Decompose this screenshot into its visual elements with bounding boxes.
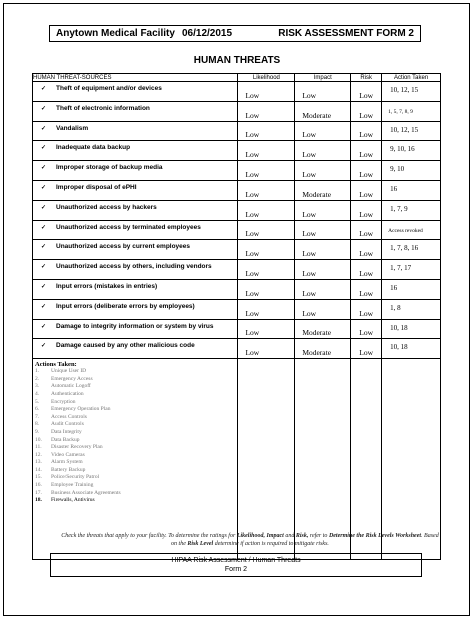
table-header-row [33, 74, 441, 82]
impact-cell: Moderate [295, 101, 351, 121]
check-icon: ✓ [41, 343, 47, 350]
item-number: 13. [35, 459, 42, 466]
likelihood-cell: Low [238, 339, 295, 359]
threat-label: Input errors (mistakes in entries) [56, 282, 158, 290]
likelihood-cell: Low [238, 299, 295, 319]
list-item [35, 482, 237, 490]
threat-label: Inadequate data backup [56, 144, 131, 152]
impact-cell: Low [295, 299, 351, 319]
check-icon: ✓ [41, 244, 47, 251]
list-item [35, 437, 237, 445]
form-header [49, 25, 421, 42]
threat-label: Improper disposal of ePHI [56, 183, 137, 191]
col-header-sources: HUMAN THREAT-SOURCES [33, 74, 238, 82]
note-text: determine if action is required to mitigate risks. [213, 541, 329, 547]
item-label: Access Controls [51, 413, 87, 420]
risk-cell: Low [351, 101, 382, 121]
item-label: Employee Training [51, 482, 94, 489]
risk-cell: Low [351, 299, 382, 319]
item-label: Emergency Access [51, 375, 93, 382]
impact-cell: Moderate [295, 319, 351, 339]
likelihood-cell: Low [238, 121, 295, 141]
table-row [33, 299, 441, 319]
impact-cell: Low [295, 121, 351, 141]
item-number: 16. [35, 482, 42, 489]
item-label: Video Cameras [51, 451, 85, 458]
item-number: 18. [35, 497, 42, 504]
blank-cell [295, 359, 351, 560]
item-label: Firewalls, Antivirus [51, 497, 95, 504]
risk-cell: Low [351, 240, 382, 260]
actions-taken-row [33, 359, 441, 560]
risk-cell: Low [351, 319, 382, 339]
action-taken-cell: 16 [382, 279, 441, 299]
threat-label: Improper storage of backup media [56, 164, 163, 172]
action-taken-cell: 10, 12, 15 [382, 121, 441, 141]
list-item [35, 399, 237, 407]
item-number: 2. [35, 375, 40, 382]
action-taken-cell: 9, 10 [382, 161, 441, 181]
item-number: 10. [35, 436, 42, 443]
section-title: HUMAN THREATS [193, 55, 281, 66]
action-taken-cell: 1, 7, 17 [382, 260, 441, 280]
threats-table [32, 73, 441, 560]
action-taken-cell: 1, 7, 8, 16 [382, 240, 441, 260]
check-icon: ✓ [41, 184, 47, 191]
list-item [35, 444, 237, 452]
item-number: 3. [35, 383, 40, 390]
item-number: 1. [35, 368, 40, 375]
risk-cell: Low [351, 260, 382, 280]
threat-label: Unauthorized access by others, including vendors [56, 263, 212, 271]
action-taken-cell: Access revoked [382, 220, 441, 240]
item-label: Authentication [51, 390, 84, 397]
note-text: and [283, 533, 296, 539]
facility-name: Anytown Medical Facility [56, 28, 175, 39]
instructions-note [60, 532, 440, 548]
table-row [33, 141, 441, 161]
item-number: 6. [35, 406, 40, 413]
list-item [35, 490, 237, 498]
impact-cell: Low [295, 161, 351, 181]
list-item [35, 414, 237, 422]
threat-source-cell [33, 220, 238, 240]
threat-label: Input errors (deliberate errors by employees) [56, 302, 195, 310]
threat-source-cell [33, 319, 238, 339]
item-number: 14. [35, 466, 42, 473]
table-row [33, 200, 441, 220]
blank-cell [238, 359, 295, 560]
list-item [35, 467, 237, 475]
blank-cell [382, 359, 441, 560]
likelihood-cell: Low [238, 82, 295, 102]
likelihood-cell: Low [238, 240, 295, 260]
table-row [33, 279, 441, 299]
threat-source-cell [33, 121, 238, 141]
impact-cell: Low [295, 279, 351, 299]
risk-cell: Low [351, 200, 382, 220]
note-text: refer to [308, 533, 329, 539]
impact-cell: Moderate [295, 180, 351, 200]
check-icon: ✓ [41, 264, 47, 271]
likelihood-cell: Low [238, 161, 295, 181]
threat-source-cell [33, 279, 238, 299]
risk-cell: Low [351, 82, 382, 102]
impact-cell: Low [295, 220, 351, 240]
likelihood-cell: Low [238, 180, 295, 200]
threat-source-cell [33, 260, 238, 280]
item-number: 11. [35, 444, 42, 451]
table-row [33, 101, 441, 121]
col-header-impact: Impact [295, 74, 351, 82]
note-text: . Based on the [171, 533, 439, 547]
impact-cell: Moderate [295, 339, 351, 359]
impact-cell: Low [295, 240, 351, 260]
form-title: RISK ASSESSMENT FORM 2 [278, 28, 414, 39]
actions-taken-list [33, 368, 237, 505]
threat-label: Damage to integrity information or system by virus [56, 322, 214, 330]
threat-label: Theft of electronic information [56, 104, 150, 112]
threat-source-cell [33, 299, 238, 319]
list-item [35, 368, 237, 376]
item-number: 7. [35, 413, 40, 420]
item-label: Disaster Recovery Plan [51, 444, 103, 451]
note-emphasis: Determine the Risk Levels Worksheet [328, 533, 422, 539]
list-item [35, 474, 237, 482]
check-icon: ✓ [41, 224, 47, 231]
likelihood-cell: Low [238, 101, 295, 121]
risk-cell: Low [351, 161, 382, 181]
table-row [33, 180, 441, 200]
action-taken-cell: 16 [382, 180, 441, 200]
likelihood-cell: Low [238, 260, 295, 280]
footer-title: HIPAA Risk Assessment / Human Threats [171, 557, 301, 564]
col-header-likelihood: Likelihood [238, 74, 295, 82]
actions-taken-title: Actions Taken: [35, 361, 77, 369]
likelihood-cell: Low [238, 220, 295, 240]
threat-label: Unauthorized access by hackers [56, 203, 157, 211]
threat-source-cell [33, 240, 238, 260]
list-item [35, 406, 237, 414]
risk-cell: Low [351, 141, 382, 161]
action-taken-cell: 9, 10, 16 [382, 141, 441, 161]
item-label: Automatic Logoff [51, 383, 91, 390]
action-taken-cell: 10, 18 [382, 339, 441, 359]
likelihood-cell: Low [238, 279, 295, 299]
check-icon: ✓ [41, 283, 47, 290]
threat-source-cell [33, 180, 238, 200]
table-row [33, 121, 441, 141]
check-icon: ✓ [41, 165, 47, 172]
check-icon: ✓ [41, 204, 47, 211]
item-number: 17. [35, 489, 42, 496]
impact-cell: Low [295, 260, 351, 280]
item-label: Emergency Operation Plan [51, 406, 111, 413]
table-row [33, 319, 441, 339]
threat-source-cell [33, 82, 238, 102]
check-icon: ✓ [41, 86, 47, 92]
note-text: Check the threats that apply to your facility. To determine the ratings for [61, 533, 237, 539]
risk-cell: Low [351, 121, 382, 141]
item-label: Encryption [51, 398, 76, 405]
item-label: Data Integrity [51, 428, 82, 435]
item-number: 15. [35, 474, 42, 481]
table-row [33, 240, 441, 260]
item-label: Battery Backup [51, 466, 86, 473]
likelihood-cell: Low [238, 141, 295, 161]
likelihood-cell: Low [238, 319, 295, 339]
footer-form-number: Form 2 [224, 566, 248, 573]
table-row [33, 260, 441, 280]
table-row [33, 82, 441, 102]
check-icon: ✓ [41, 145, 47, 152]
item-label: Alarm System [51, 459, 83, 466]
list-item [35, 497, 237, 505]
threat-source-cell [33, 101, 238, 121]
table-row [33, 220, 441, 240]
action-taken-cell: 1, 7, 9 [382, 200, 441, 220]
action-taken-cell: 10, 18 [382, 319, 441, 339]
note-emphasis: Likelihood, Impact [236, 533, 284, 539]
risk-cell: Low [351, 220, 382, 240]
check-icon: ✓ [41, 105, 47, 112]
note-emphasis: Risk Level [187, 541, 214, 547]
impact-cell: Low [295, 200, 351, 220]
note-emphasis: Risk, [295, 533, 309, 539]
threat-label: Unauthorized access by terminated employees [56, 223, 201, 231]
table-row [33, 161, 441, 181]
item-number: 5. [35, 398, 40, 405]
threat-label: Damage caused by any other malicious code [56, 342, 195, 350]
likelihood-cell: Low [238, 200, 295, 220]
threat-label: Theft of equipment and/or devices [56, 85, 162, 92]
threat-label: Unauthorized access by current employees [56, 243, 191, 251]
threat-source-cell [33, 141, 238, 161]
list-item [35, 391, 237, 399]
item-number: 4. [35, 390, 40, 397]
risk-cell: Low [351, 279, 382, 299]
action-taken-cell: 1, 5, 7, 8, 9 [382, 101, 441, 121]
list-item [35, 429, 237, 437]
risk-cell: Low [351, 339, 382, 359]
check-icon: ✓ [41, 323, 47, 330]
item-number: 8. [35, 421, 40, 428]
item-number: 12. [35, 451, 42, 458]
check-icon: ✓ [41, 303, 47, 310]
risk-cell: Low [351, 180, 382, 200]
item-number: 9. [35, 428, 40, 435]
threat-label: Vandalism [56, 124, 89, 132]
col-header-action: Action Taken [382, 74, 441, 82]
impact-cell: Low [295, 141, 351, 161]
check-icon: ✓ [41, 125, 47, 132]
table-row [33, 339, 441, 359]
item-label: Business Associate Agreements [51, 489, 121, 496]
item-label: Data Backup [51, 436, 80, 443]
list-item [35, 383, 237, 391]
action-taken-cell: 1, 8 [382, 299, 441, 319]
blank-cell [351, 359, 382, 560]
col-header-risk: Risk [351, 74, 382, 82]
form-date: 06/12/2015 [182, 28, 233, 39]
item-label: Audit Controls [51, 421, 84, 428]
list-item [35, 421, 237, 429]
threat-source-cell [33, 161, 238, 181]
form-footer [50, 553, 422, 577]
item-label: Police/Security Patrol [51, 474, 100, 481]
item-label: Unique User ID [51, 368, 87, 375]
threat-source-cell [33, 200, 238, 220]
list-item [35, 452, 237, 460]
list-item [35, 459, 237, 467]
impact-cell: Low [295, 82, 351, 102]
action-taken-cell: 10, 12, 15 [382, 82, 441, 102]
threat-source-cell [33, 339, 238, 359]
actions-taken-cell [33, 359, 238, 560]
